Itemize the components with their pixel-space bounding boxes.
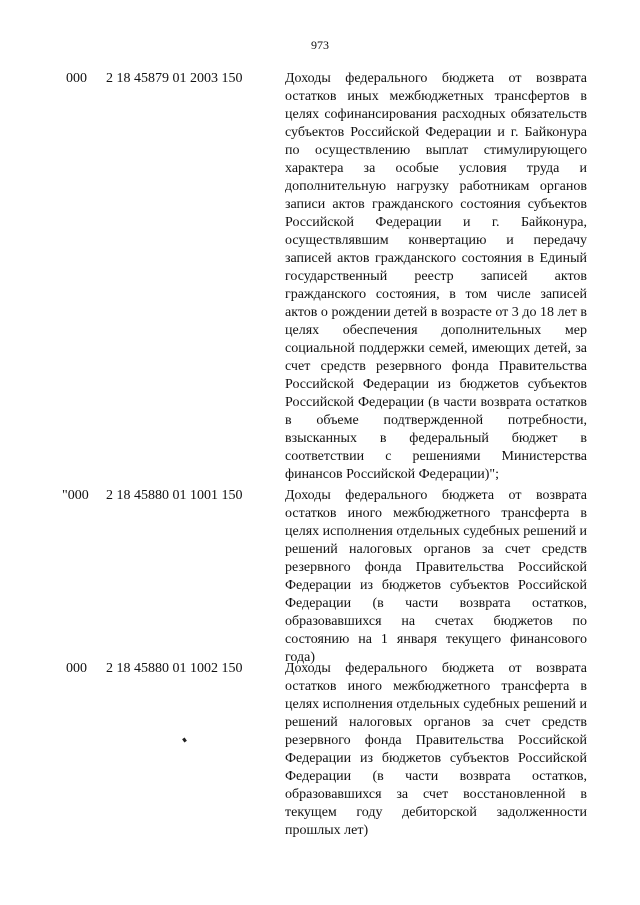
entry-description: Доходы федерального бюджета от возврата остатков иных межбюджетных трансфертов в целях софинансирования расходных обязательств субъектов Российской Федерации и г. Байконура по осуществлению выплат стимулирующего характера за особые условия труда и дополнительную нагрузку работникам органов записи актов гражданского состояния субъектов Российской Федерации и г. Байконура, осуществлявшим конвертацию и передачу записей актов гражданского состояния в Единый государственный реестр записей актов гражданского состояния, в том числе записей актов о рождении детей в возрасте от 3 до 18 лет в целях обеспечения дополнительных мер социальной поддержки семей, имеющих детей, за счет средств резервного фонда Правительства Российской Федерации из бюджетов субъектов Российской Федерации (в части возврата остатков в объеме подтвержденной потребности, взысканных в федеральный бюджет в соответствии с решениями Министерства финансов Российской Федерации)"; bbox=[285, 71, 587, 482]
entry-description: Доходы федерального бюджета от возврата остатков иного межбюджетного трансферта в целях исполнения отдельных судебных решений и решений налоговых органов за счет средств резервного фонда Правительства Российской Федерации из бюджетов субъектов Российской Федерации (в части возврата остатков, образовавшихся на счетах бюджетов по состоянию на 1 января текущего финансового года) bbox=[285, 488, 587, 665]
entry-classification-code: 2 18 45879 01 2003 150 bbox=[106, 71, 243, 86]
page-number: 973 bbox=[311, 38, 329, 52]
entry-classification-code: 2 18 45880 01 1001 150 bbox=[106, 488, 243, 503]
entry-code-prefix: "000 bbox=[62, 488, 89, 503]
scan-speck-mark bbox=[182, 738, 187, 743]
entry-code-prefix: 000 bbox=[66, 661, 87, 676]
entry-classification-code: 2 18 45880 01 1002 150 bbox=[106, 661, 243, 676]
entry-code-prefix: 000 bbox=[66, 71, 87, 86]
entry-description: Доходы федерального бюджета от возврата остатков иного межбюджетного трансферта в целях исполнения отдельных судебных решений и решений налоговых органов за счет средств резервного фонда Правительства Российской Федерации из бюджетов субъектов Российской Федерации (в части возврата остатков, образовавшихся за счет восстановленной в текущем году дебиторской задолженности прошлых лет) bbox=[285, 661, 587, 838]
